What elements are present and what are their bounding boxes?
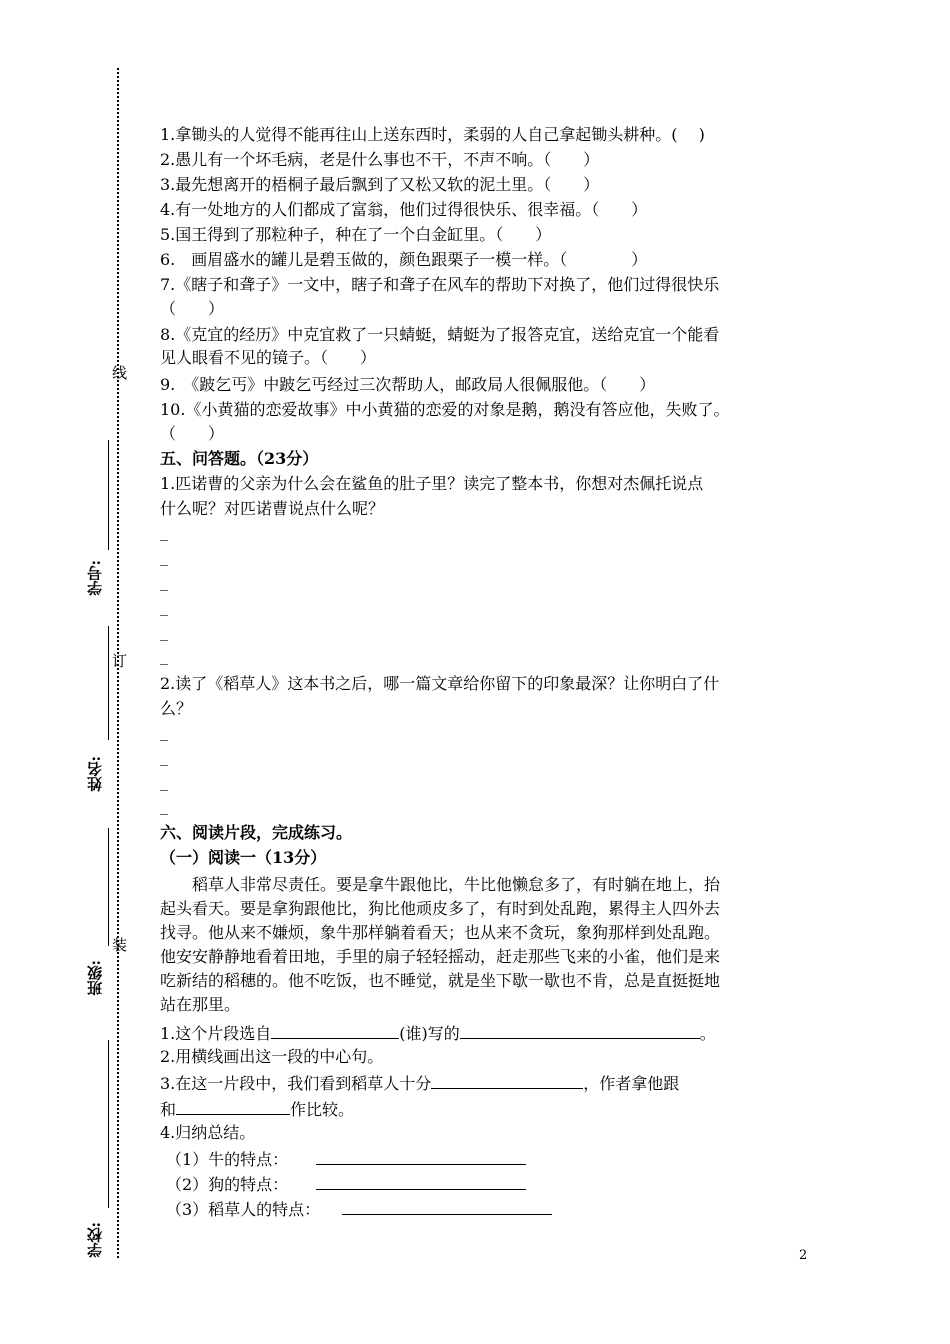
s6-q4-3: （3）稻草人的特点： [166,1197,552,1221]
judge-item-1: 1.拿锄头的人觉得不能再往山上送东西时，柔弱的人自己拿起锄头耕种。( ) [160,125,705,144]
judge-item-4: 4.有一处地方的人们都成了富翁，他们过得很快乐、很幸福。（ ） [160,200,648,219]
margin-ding: 订 [112,652,128,670]
s5-q1-answer-line: _ [160,522,168,541]
answer-blank-trait[interactable] [431,1071,583,1089]
s5-q2-answer-line: _ [160,772,168,791]
passage-line: 稻草人非常尽责任。要是拿牛跟他比，牛比他懒怠多了，有时躺在地上，抬 [160,875,721,894]
answer-blank-compare[interactable] [176,1097,290,1115]
judge-item-2: 2.愚儿有一个坏毛病，老是什么事也不干，不声不响。（ ） [160,150,600,169]
passage-line: 找寻。他从来不嫌烦，象牛那样躺着看天；也从来不贪玩，象狗那样到处乱跑。 [160,923,721,942]
judge-item-10-paren: （ ） [160,424,225,443]
judge-item-5: 5.国王得到了那粒种子，种在了一个白金缸里。（ ） [160,225,552,244]
blank-banji [108,828,109,946]
passage-line: 吃新结的稻穗的。他不吃饭，也不睡觉，就是坐下歇一歇也不肯，总是直挺挺地 [160,971,721,990]
answer-blank-author[interactable] [271,1021,399,1039]
s6-q3-line1: 3.在这一片段中，我们看到稻草人十分 ，作者拿他跟 [160,1071,679,1095]
judge-item-7: 7.《瞎子和聋子》一文中，瞎子和聋子在风车的帮助下对换了，他们过得很快乐 [160,275,720,294]
s6-q4-2: （2）狗的特点： [166,1172,526,1196]
s5-q2-line2: 么？ [160,699,193,718]
passage-line: 他安安静静地看着田地，手里的扇子轻轻摇动，赶走那些飞来的小雀，他们是来 [160,947,721,966]
s5-q1-answer-line: _ [160,622,168,641]
margin-xian: 线 [112,364,128,382]
page-number: 2 [799,1248,808,1263]
blank-xingming [108,626,109,740]
section6-title: 六、阅读片段，完成练习。 [160,823,353,842]
judge-item-8-cont: 见人眼看不见的镜子。（ ） [160,348,377,367]
blank-xuexiao [108,1040,109,1208]
s6-q2: 2.用横线画出这一段的中心句。 [160,1047,384,1066]
judge-item-8: 8.《克宜的经历》中克宜救了一只蜻蜓，蜻蜓为了报答克宜，送给克宜一个能看 [160,325,720,344]
s5-q1-answer-line: _ [160,646,168,665]
answer-blank-cow[interactable] [316,1147,526,1165]
judge-item-3: 3.最先想离开的梧桐子最后飘到了又松又软的泥土里。（ ） [160,175,600,194]
label-xingming: 姓名: [86,756,104,792]
s5-q1-line2: 什么呢？对匹诺曹说点什么呢？ [160,499,385,518]
s6-q4: 4.归纳总结。 [160,1123,256,1142]
passage-line: 起头看天。要是拿狗跟他比，狗比他顽皮多了，有时到处乱跑，累得主人四外去 [160,899,721,918]
judge-item-6: 6. 画眉盛水的罐儿是碧玉做的，颜色跟栗子一模一样。（ ） [160,250,648,269]
s6-q1: 1.这个片段选自 (谁)写的 。 [160,1021,716,1045]
label-banji: 班级: [86,960,104,996]
judge-item-9: 9. 《跛乞丐》中跛乞丐经过三次帮助人，邮政局人很佩服他。（ ） [160,375,656,394]
s5-q2-answer-line: _ [160,796,168,815]
s6-q3-line2: 和 作比较。 [160,1097,354,1121]
s5-q2-answer-line: _ [160,747,168,766]
section5-title: 五、问答题。（23分） [160,449,319,468]
judge-item-10: 10.《小黄猫的恋爱故事》中小黄猫的恋爱的对象是鹅，鹅没有答应他，失败了。 [160,400,730,419]
answer-blank-work[interactable] [460,1021,700,1039]
s5-q1-line1: 1.匹诺曹的父亲为什么会在鲨鱼的肚子里？读完了整本书，你想对杰佩托说点 [160,474,704,493]
s6-q4-1: （1）牛的特点： [166,1147,526,1171]
label-xuexiao: 学校: [86,1222,104,1258]
section6-subtitle: （一）阅读一（13分） [160,848,327,867]
answer-blank-scarecrow[interactable] [342,1197,552,1215]
s5-q2-line1: 2.读了《稻草人》这本书之后，哪一篇文章给你留下的印象最深？让你明白了什 [160,674,720,693]
judge-item-7-paren: （ ） [160,299,225,318]
label-xuehao: 学号: [86,560,104,596]
margin-zhuang: 装 [112,936,128,954]
blank-xuehao [108,440,109,550]
s5-q2-answer-line: _ [160,722,168,741]
passage-line: 站在那里。 [160,995,241,1014]
s5-q1-answer-line: _ [160,597,168,616]
s5-q1-answer-line: _ [160,547,168,566]
answer-blank-dog[interactable] [316,1172,526,1190]
s5-q1-answer-line: _ [160,572,168,591]
